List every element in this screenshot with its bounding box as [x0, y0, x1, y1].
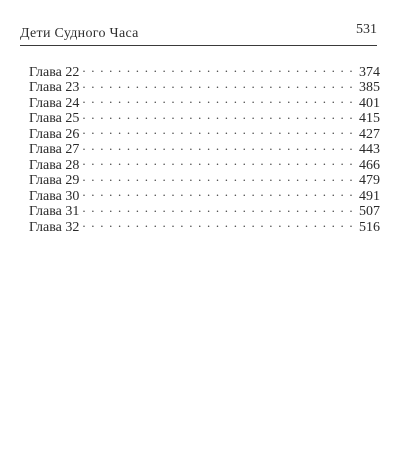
- toc-entry-page: 415: [359, 111, 380, 126]
- toc-entry-page: 516: [359, 219, 380, 235]
- toc-entry-page: 479: [359, 173, 380, 188]
- toc-entry-page: 507: [359, 204, 380, 219]
- toc-entry-label: Глава 32: [29, 219, 80, 235]
- toc-dot-leader: [82, 200, 355, 216]
- header-rule: [20, 45, 377, 46]
- toc-entry: [29, 91, 380, 111]
- toc-dot-leader: [82, 107, 355, 123]
- toc-entry: [29, 122, 380, 142]
- toc-dot-leader: [82, 91, 355, 107]
- toc-dot-leader: [82, 76, 355, 92]
- toc-dot-leader: [82, 169, 355, 185]
- running-title: Дети Судного Часа: [20, 26, 139, 41]
- toc-dot-leader: [82, 184, 355, 200]
- toc-entry-label: Глава 25: [29, 111, 80, 126]
- toc-dot-leader: [82, 122, 355, 138]
- toc-entry-label: Глава 29: [29, 173, 80, 188]
- toc-entry-label: Глава 31: [29, 204, 80, 219]
- toc-entry-page: 385: [359, 80, 380, 95]
- toc-entry: [29, 169, 380, 188]
- toc-entry-page: 491: [359, 188, 380, 204]
- toc-dot-leader: [82, 138, 355, 154]
- toc-entry: [29, 138, 380, 157]
- toc-entry-label: Глава 24: [29, 95, 80, 111]
- toc-entry: [29, 215, 380, 235]
- toc-entry-page: 401: [359, 95, 380, 111]
- toc-entry-label: Глава 26: [29, 126, 80, 142]
- toc-entry-label: Глава 23: [29, 80, 80, 95]
- toc-dot-leader: [82, 153, 355, 169]
- toc-entry-label: Глава 22: [29, 64, 80, 80]
- toc-entry-label: Глава 28: [29, 157, 80, 173]
- page-header: [20, 22, 377, 46]
- toc-entry-page: 374: [359, 64, 380, 80]
- toc-dot-leader: [82, 215, 355, 231]
- toc-entry: [29, 76, 380, 95]
- toc-entry-page: 466: [359, 157, 380, 173]
- toc-entry: [29, 60, 380, 80]
- toc-entry-label: Глава 27: [29, 142, 80, 157]
- toc-entry: [29, 184, 380, 204]
- toc-entry: [29, 200, 380, 219]
- toc-entry: [29, 107, 380, 126]
- toc-entry-page: 443: [359, 142, 380, 157]
- table-of-contents: [29, 60, 380, 235]
- toc-entry: [29, 153, 380, 173]
- toc-dot-leader: [82, 60, 355, 76]
- page-number: 531: [356, 22, 377, 37]
- toc-entry-page: 427: [359, 126, 380, 142]
- toc-entry-label: Глава 30: [29, 188, 80, 204]
